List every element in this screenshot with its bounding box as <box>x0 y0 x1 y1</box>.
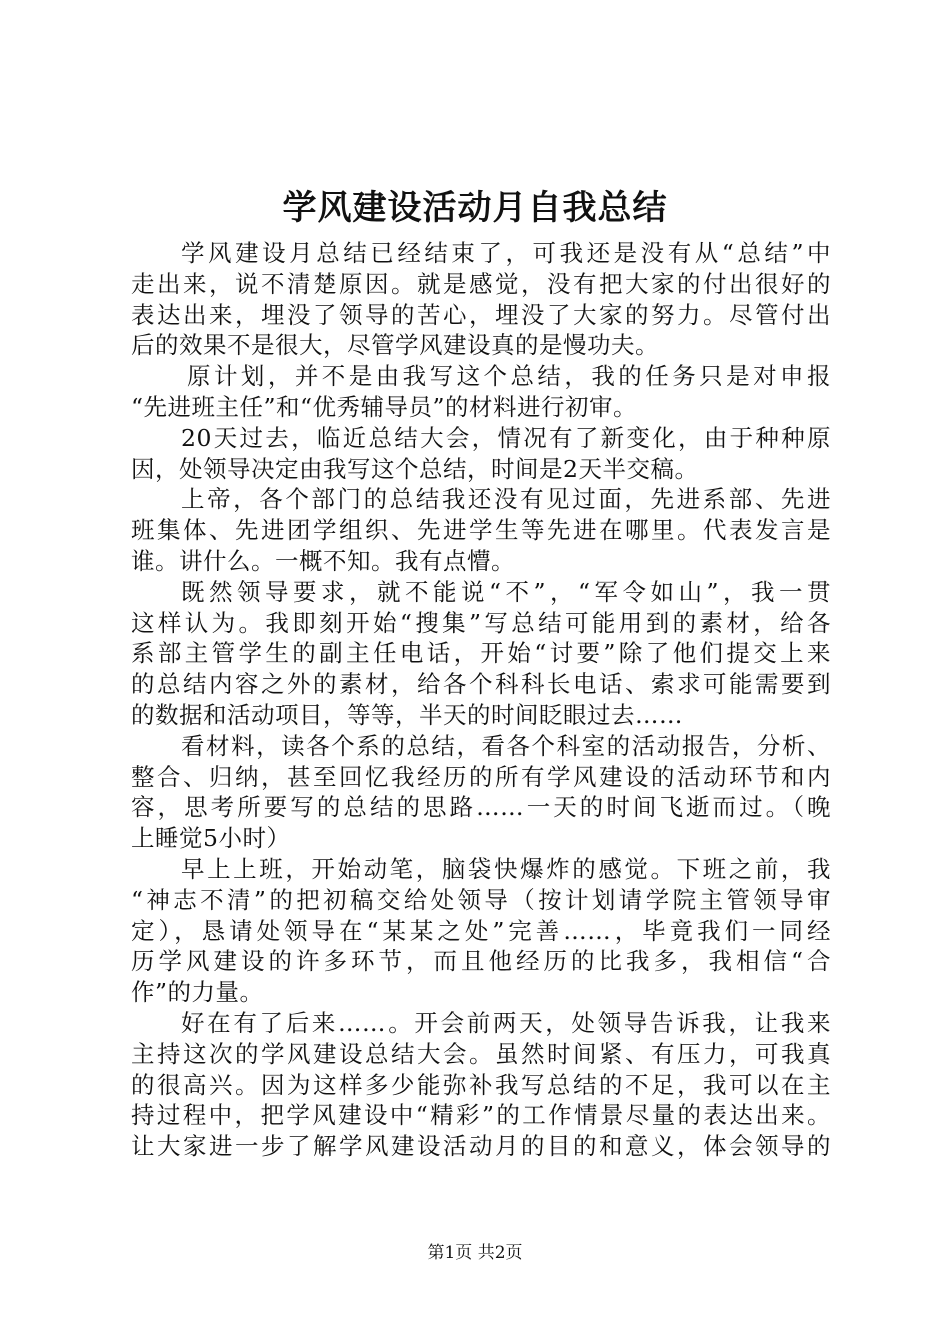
text-line: 定），恳请处领导在“某某之处”完善……，毕竟我们一同经 <box>131 916 831 945</box>
text-line: 走出来，说不清楚原因。就是感觉，没有把大家的付出很好的 <box>131 269 831 298</box>
text-line: 的很高兴。因为这样多少能弥补我写总结的不足，我可以在主 <box>131 1070 831 1099</box>
text-line: 系部主管学生的副主任电话，开始“讨要”除了他们提交上来 <box>131 639 831 668</box>
text-line: 20天过去，临近总结大会，情况有了新变化，由于种种原 <box>181 423 831 452</box>
text-line: 看材料，读各个系的总结，看各个科室的活动报告，分析、 <box>181 731 831 760</box>
text-line: 表达出来，埋没了领导的苦心，埋没了大家的努力。尽管付出 <box>131 300 831 329</box>
text-line: 原计划，并不是由我写这个总结，我的任务只是对申报 <box>187 362 831 391</box>
text-line: 好在有了后来……。开会前两天，处领导告诉我，让我来 <box>181 1008 831 1037</box>
text-line: “神志不清”的把初稿交给处领导（按计划请学院主管领导审 <box>131 885 831 914</box>
text-line: 让大家进一步了解学风建设活动月的目的和意义，体会领导的 <box>131 1132 831 1161</box>
text-line: 这样认为。我即刻开始“搜集”写总结可能用到的素材，给各 <box>131 608 831 637</box>
document-body <box>131 238 831 1162</box>
text-line: “先进班主任”和“优秀辅导员”的材料进行初审。 <box>131 392 638 421</box>
text-line: 班集体、先进团学组织、先进学生等先进在哪里。代表发言是 <box>131 516 831 545</box>
text-line: 上睡觉5小时） <box>131 824 291 853</box>
page-footer <box>0 1241 950 1265</box>
document-title: 学风建设活动月自我总结 <box>282 188 668 228</box>
text-line: 的总结内容之外的素材，给各个科科长电话、索求可能需要到 <box>131 670 831 699</box>
text-line: 持过程中，把学风建设中“精彩”的工作情景尽量的表达出来。 <box>131 1101 831 1130</box>
text-line: 因，处领导决定由我写这个总结，时间是2天半交稿。 <box>131 454 699 483</box>
text-line: 既然领导要求，就不能说“不”，“军令如山”，我一贯 <box>181 577 831 606</box>
text-line: 作”的力量。 <box>131 978 264 1007</box>
text-line: 容，思考所要写的总结的思路……一天的时间飞逝而过。（晚 <box>131 793 831 822</box>
text-line: 主持这次的学风建设总结大会。虽然时间紧、有压力，可我真 <box>131 1039 831 1068</box>
text-line: 后的效果不是很大，尽管学风建设真的是慢功夫。 <box>131 331 659 360</box>
text-line: 早上上班，开始动笔，脑袋快爆炸的感觉。下班之前，我 <box>181 854 831 883</box>
text-line: 整合、归纳，甚至回忆我经历的所有学风建设的活动环节和内 <box>131 762 831 791</box>
text-line: 学风建设月总结已经结束了，可我还是没有从“总结”中 <box>181 239 831 267</box>
page-number: 第1页 共2页 <box>427 1243 523 1263</box>
text-line: 的数据和活动项目，等等，半天的时间眨眼过去…… <box>131 700 683 729</box>
text-line: 历学风建设的许多环节，而且他经历的比我多，我相信“合 <box>131 947 831 976</box>
text-line: 谁。讲什么。一概不知。我有点懵。 <box>131 546 515 575</box>
text-line: 上帝，各个部门的总结我还没有见过面，先进系部、先进 <box>181 485 831 514</box>
